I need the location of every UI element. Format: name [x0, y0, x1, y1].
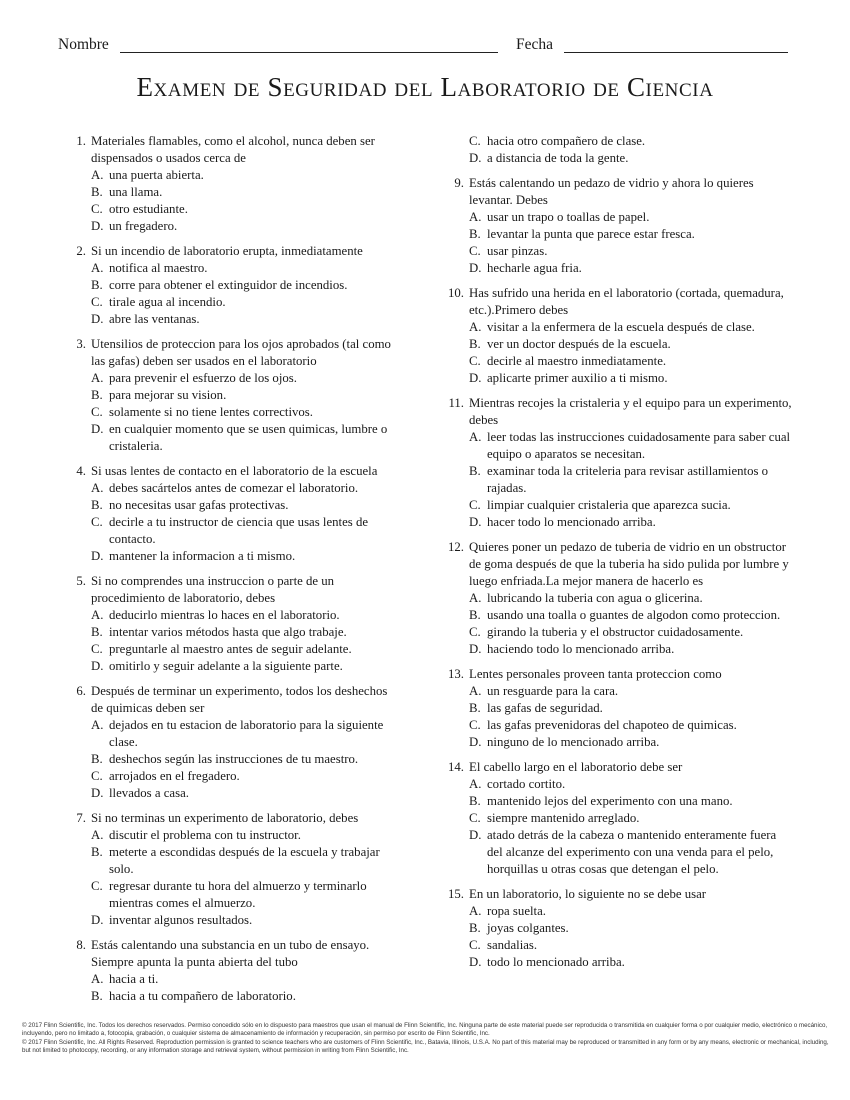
- answer-option[interactable]: [464, 463, 792, 497]
- answer-option[interactable]: [86, 514, 402, 548]
- footer-copyright-spanish: © 2017 Flinn Scientific, Inc. Todos los derechos reservados. Permiso concedido sólo en lo dispuesto para maestros que usan el manual de Flinn Scientific, Inc. Ninguna parte de este material puede ser reproducida o transmitida en cualquier forma o por cualquier medio, electrónico o mecánico, incluyendo, pero no limitado a, fotocopia, grabación, o cualquier sistema de almacenamiento de información y recuperación, sin permiso por escrito de Flinn Scientific, Inc.: [22, 1022, 828, 1037]
- answer-option[interactable]: [464, 336, 792, 353]
- question-number: 11.: [448, 396, 464, 410]
- question-text: El cabello largo en el laboratorio debe ser: [469, 760, 683, 774]
- question-7: [62, 810, 402, 929]
- answer-option[interactable]: [464, 810, 792, 827]
- answer-option[interactable]: [464, 243, 792, 260]
- option-letter: C.: [91, 202, 103, 216]
- option-text: ropa suelta.: [487, 904, 546, 918]
- option-text: inventar algunos resultados.: [109, 913, 253, 927]
- answer-option[interactable]: [86, 167, 402, 184]
- question-8: [62, 937, 402, 1005]
- option-text: decirle al maestro inmediatamente.: [487, 354, 667, 368]
- option-letter: B.: [91, 388, 103, 402]
- option-text: mantener la informacion a ti mismo.: [109, 549, 296, 563]
- option-letter: A.: [469, 210, 482, 224]
- option-letter: A.: [91, 718, 104, 732]
- option-letter: A.: [91, 371, 104, 385]
- question-9: [440, 175, 792, 277]
- option-text: intentar varios métodos hasta que algo trabaje.: [109, 625, 347, 639]
- answer-option[interactable]: [464, 514, 792, 531]
- answer-option[interactable]: [86, 988, 402, 1005]
- question-number: 7.: [76, 811, 86, 825]
- left-column: [62, 133, 402, 1013]
- question-number: 1.: [76, 134, 86, 148]
- option-letter: D.: [91, 659, 104, 673]
- option-text: dejados en tu estacion de laboratorio para la siguiente clase.: [109, 718, 384, 749]
- option-text: hacer todo lo mencionado arriba.: [487, 515, 656, 529]
- option-letter: B.: [469, 337, 481, 351]
- question-number: 13.: [448, 667, 464, 681]
- answer-option[interactable]: [464, 260, 792, 277]
- question-2: [62, 243, 402, 328]
- answer-option[interactable]: [86, 607, 402, 624]
- option-text: solamente si no tiene lentes correctivos.: [109, 405, 313, 419]
- option-text: siempre mantenido arreglado.: [487, 811, 640, 825]
- option-text: levantar la punta que parece estar fresca.: [487, 227, 695, 241]
- answer-option[interactable]: [464, 624, 792, 641]
- option-text: deshechos según las instrucciones de tu maestro.: [109, 752, 359, 766]
- option-text: sandalias.: [487, 938, 538, 952]
- question-text: Si no comprendes una instruccion o parte de un procedimiento de laboratorio, debes: [91, 574, 335, 605]
- option-letter: A.: [91, 261, 104, 275]
- option-text: una puerta abierta.: [109, 168, 204, 182]
- option-text: un resguarde para la cara.: [487, 684, 619, 698]
- option-text: visitar a la enfermera de la escuela después de clase.: [487, 320, 755, 334]
- answer-option[interactable]: [86, 294, 402, 311]
- option-text: ver un doctor después de la escuela.: [487, 337, 671, 351]
- answer-option[interactable]: [86, 370, 402, 387]
- question-15: [440, 886, 792, 971]
- question-13: [440, 666, 792, 751]
- option-letter: A.: [469, 430, 482, 444]
- option-letter: A.: [91, 972, 104, 986]
- question-number: 8.: [76, 938, 86, 952]
- option-text: decirle a tu instructor de ciencia que usas lentes de contacto.: [109, 515, 369, 546]
- option-text: preguntarle al maestro antes de seguir adelante.: [109, 642, 352, 656]
- answer-option[interactable]: [464, 920, 792, 937]
- answer-option[interactable]: [464, 717, 792, 734]
- answer-option[interactable]: [86, 497, 402, 514]
- option-letter: C.: [91, 769, 103, 783]
- option-text: hacia a tu compañero de laboratorio.: [109, 989, 296, 1003]
- option-text: a distancia de toda la gente.: [487, 151, 629, 165]
- option-letter: B.: [91, 752, 103, 766]
- option-letter: A.: [91, 168, 104, 182]
- option-text: en cualquier momento que se usen quimicas, lumbre o cristaleria.: [109, 422, 388, 453]
- option-text: hacia otro compañero de clase.: [487, 134, 646, 148]
- question-4: [62, 463, 402, 565]
- option-letter: C.: [469, 811, 481, 825]
- option-letter: D.: [91, 913, 104, 927]
- option-text: cortado cortito.: [487, 777, 566, 791]
- option-letter: C.: [91, 405, 103, 419]
- question-number: 12.: [448, 540, 464, 554]
- option-text: omitirlo y seguir adelante a la siguiente parte.: [109, 659, 343, 673]
- option-text: llevados a casa.: [109, 786, 189, 800]
- answer-option[interactable]: [464, 226, 792, 243]
- question-number: 6.: [76, 684, 86, 698]
- option-text: arrojados en el fregadero.: [109, 769, 240, 783]
- option-letter: B.: [469, 608, 481, 622]
- option-letter: A.: [469, 591, 482, 605]
- option-letter: B.: [469, 921, 481, 935]
- option-letter: D.: [91, 219, 104, 233]
- option-letter: A.: [469, 684, 482, 698]
- option-text: meterte a escondidas después de la escuela y trabajar solo.: [109, 845, 380, 876]
- option-letter: B.: [91, 278, 103, 292]
- question-8: [440, 133, 792, 167]
- answer-option[interactable]: [86, 751, 402, 768]
- option-letter: C.: [91, 879, 103, 893]
- option-text: notifica al maestro.: [109, 261, 208, 275]
- option-letter: B.: [91, 498, 103, 512]
- answer-option[interactable]: [86, 277, 402, 294]
- question-text: Después de terminar un experimento, todos los deshechos de quimicas deben ser: [91, 684, 388, 715]
- answer-option[interactable]: [464, 429, 792, 463]
- footer-copyright-english: © 2017 Flinn Scientific, Inc. All Rights Reserved. Reproduction permission is granted to science teachers who are customers of Flinn Scientific, Inc., Batavia, Illinois, U.S.A. No part of this material may be reproduced or transmitted in any form or by any means, electronic or mechanical, including, but not limited to photocopy, recording, or any information storage and retrieval system, without permission in writing from Flinn Scientific, Inc.: [22, 1039, 829, 1054]
- option-text: deducirlo mientras lo haces en el laboratorio.: [109, 608, 340, 622]
- question-text: Quieres poner un pedazo de tuberia de vidrio en un obstructor de goma después de que la tuberia ha sido pulida por lumbre y luego enfriada.La mejor manera de hacerlo es: [469, 540, 789, 588]
- option-text: debes sacártelos antes de comezar el laboratorio.: [109, 481, 359, 495]
- question-text: En un laboratorio, lo siguiente no se debe usar: [469, 887, 707, 901]
- option-letter: A.: [469, 904, 482, 918]
- option-text: otro estudiante.: [109, 202, 188, 216]
- question-text: Si un incendio de laboratorio erupta, inmediatamente: [91, 244, 363, 258]
- option-letter: D.: [469, 735, 482, 749]
- option-letter: A.: [469, 777, 482, 791]
- answer-option[interactable]: [86, 844, 402, 878]
- option-letter: D.: [469, 642, 482, 656]
- option-text: para mejorar su vision.: [109, 388, 227, 402]
- option-text: un fregadero.: [109, 219, 178, 233]
- option-letter: D.: [469, 828, 482, 842]
- option-letter: C.: [469, 718, 481, 732]
- question-text: Si no terminas un experimento de laboratorio, debes: [91, 811, 359, 825]
- option-letter: A.: [91, 481, 104, 495]
- question-11: [440, 395, 792, 531]
- answer-option[interactable]: [464, 776, 792, 793]
- header: [58, 36, 798, 58]
- answer-option[interactable]: [464, 319, 792, 336]
- answer-option[interactable]: [464, 903, 792, 920]
- answer-option[interactable]: [464, 133, 792, 150]
- answer-option[interactable]: [86, 480, 402, 497]
- option-letter: A.: [91, 608, 104, 622]
- answer-option[interactable]: [86, 218, 402, 235]
- answer-option[interactable]: [464, 209, 792, 226]
- question-text: Lentes personales proveen tanta proteccion como: [469, 667, 722, 681]
- option-text: hecharle agua fria.: [487, 261, 582, 275]
- option-letter: D.: [91, 549, 104, 563]
- option-letter: D.: [469, 955, 482, 969]
- date-field-line[interactable]: [564, 52, 788, 53]
- answer-option[interactable]: [464, 954, 792, 971]
- answer-option[interactable]: [86, 421, 402, 455]
- option-letter: B.: [469, 701, 481, 715]
- answer-option[interactable]: [86, 260, 402, 277]
- answer-option[interactable]: [86, 184, 402, 201]
- answer-option[interactable]: [86, 404, 402, 421]
- name-label: Nombre: [58, 36, 109, 53]
- question-10: [440, 285, 792, 387]
- answer-option[interactable]: [86, 878, 402, 912]
- option-text: girando la tuberia y el obstructor cuidadosamente.: [487, 625, 744, 639]
- option-text: para prevenir el esfuerzo de los ojos.: [109, 371, 297, 385]
- question-number: 2.: [76, 244, 86, 258]
- option-text: atado detrás de la cabeza o mantenido enteramente fuera del alcanze del experimento con una venda para el pelo, horquillas u otras cosas que detengan el pelo.: [487, 828, 777, 876]
- answer-option[interactable]: [86, 641, 402, 658]
- option-text: usar pinzas.: [487, 244, 548, 258]
- option-text: joyas colgantes.: [487, 921, 569, 935]
- footer: [22, 1022, 832, 1056]
- answer-option[interactable]: [86, 717, 402, 751]
- question-text: Estás calentando un pedazo de vidrio y ahora lo quieres levantar. Debes: [469, 176, 754, 207]
- option-letter: D.: [91, 422, 104, 436]
- option-text: aplicarte primer auxilio a ti mismo.: [487, 371, 668, 385]
- option-letter: C.: [469, 625, 481, 639]
- option-letter: C.: [469, 938, 481, 952]
- name-field-line[interactable]: [120, 52, 498, 53]
- question-number: 4.: [76, 464, 86, 478]
- answer-option[interactable]: [86, 387, 402, 404]
- answer-option[interactable]: [464, 700, 792, 717]
- question-text: Utensilios de proteccion para los ojos aprobados (tal como las gafas) deben ser usados en el laboratorio: [91, 337, 391, 368]
- question-text: Materiales flamables, como el alcohol, nunca deben ser dispensados o usados cerca de: [91, 134, 375, 165]
- option-letter: B.: [469, 227, 481, 241]
- answer-option[interactable]: [464, 353, 792, 370]
- option-text: limpiar cualquier cristaleria que aparezca sucia.: [487, 498, 731, 512]
- answer-option[interactable]: [86, 768, 402, 785]
- answer-option[interactable]: [86, 201, 402, 218]
- option-letter: D.: [469, 151, 482, 165]
- option-text: leer todas las instrucciones cuidadosamente para saber cual equipo o aparatos se necesitan.: [487, 430, 791, 461]
- question-text: Estás calentando una substancia en un tubo de ensayo. Siempre apunta la punta abierta del tubo: [91, 938, 370, 969]
- option-letter: C.: [469, 134, 481, 148]
- answer-option[interactable]: [464, 827, 792, 878]
- option-letter: C.: [91, 295, 103, 309]
- answer-option[interactable]: [86, 971, 402, 988]
- answer-option[interactable]: [464, 937, 792, 954]
- option-text: discutir el problema con tu instructor.: [109, 828, 301, 842]
- option-letter: B.: [91, 625, 103, 639]
- question-3: [62, 336, 402, 455]
- option-letter: B.: [91, 989, 103, 1003]
- answer-option[interactable]: [464, 683, 792, 700]
- question-5: [62, 573, 402, 675]
- option-text: usando una toalla o guantes de algodon como proteccion.: [487, 608, 781, 622]
- option-text: mantenido lejos del experimento con una mano.: [487, 794, 733, 808]
- option-text: abre las ventanas.: [109, 312, 200, 326]
- answer-option[interactable]: [464, 641, 792, 658]
- option-letter: A.: [469, 320, 482, 334]
- question-text: Mientras recojes la cristaleria y el equipo para un experimento, debes: [469, 396, 792, 427]
- question-number: 15.: [448, 887, 464, 901]
- option-text: regresar durante tu hora del almuerzo y terminarlo mientras comes el almuerzo.: [109, 879, 367, 910]
- option-text: las gafas de seguridad.: [487, 701, 603, 715]
- option-text: todo lo mencionado arriba.: [487, 955, 625, 969]
- answer-option[interactable]: [86, 548, 402, 565]
- question-number: 14.: [448, 760, 464, 774]
- option-text: usar un trapo o toallas de papel.: [487, 210, 650, 224]
- answer-option[interactable]: [464, 370, 792, 387]
- option-letter: C.: [469, 498, 481, 512]
- question-14: [440, 759, 792, 878]
- answer-option[interactable]: [464, 793, 792, 810]
- option-letter: C.: [469, 244, 481, 258]
- answer-option[interactable]: [464, 150, 792, 167]
- option-text: lubricando la tuberia con agua o glicerina.: [487, 591, 703, 605]
- answer-option[interactable]: [464, 590, 792, 607]
- option-text: hacia a ti.: [109, 972, 159, 986]
- option-letter: D.: [469, 371, 482, 385]
- option-letter: D.: [91, 786, 104, 800]
- question-6: [62, 683, 402, 802]
- option-text: ninguno de lo mencionado arriba.: [487, 735, 660, 749]
- option-text: las gafas prevenidoras del chapoteo de quimicas.: [487, 718, 737, 732]
- question-12: [440, 539, 792, 658]
- question-number: 3.: [76, 337, 86, 351]
- option-letter: A.: [91, 828, 104, 842]
- question-text: Si usas lentes de contacto en el laboratorio de la escuela: [91, 464, 378, 478]
- answer-option[interactable]: [86, 311, 402, 328]
- answer-option[interactable]: [464, 734, 792, 751]
- answer-option[interactable]: [86, 912, 402, 929]
- date-label: Fecha: [516, 36, 554, 53]
- option-letter: B.: [91, 845, 103, 859]
- option-text: tirale agua al incendio.: [109, 295, 226, 309]
- option-letter: D.: [91, 312, 104, 326]
- question-text: Has sufrido una herida en el laboratorio (cortada, quemadura, etc.).Primero debes: [469, 286, 784, 317]
- option-text: haciendo todo lo mencionado arriba.: [487, 642, 675, 656]
- option-letter: B.: [469, 794, 481, 808]
- answer-option[interactable]: [86, 827, 402, 844]
- answer-option[interactable]: [86, 658, 402, 675]
- right-column: [440, 133, 792, 979]
- question-number: 10.: [448, 286, 464, 300]
- option-letter: B.: [469, 464, 481, 478]
- question-number: 5.: [76, 574, 86, 588]
- option-letter: D.: [469, 261, 482, 275]
- option-letter: C.: [91, 515, 103, 529]
- option-text: examinar toda la criteleria para revisar astillamientos o rajadas.: [487, 464, 769, 495]
- option-text: no necesitas usar gafas protectivas.: [109, 498, 289, 512]
- question-1: [62, 133, 402, 235]
- answer-option[interactable]: [464, 497, 792, 514]
- option-text: corre para obtener el extinguidor de incendios.: [109, 278, 348, 292]
- page-title: Examen de Seguridad del Laboratorio de Ciencia: [136, 72, 714, 102]
- option-letter: C.: [91, 642, 103, 656]
- answer-option[interactable]: [86, 785, 402, 802]
- option-letter: B.: [91, 185, 103, 199]
- option-letter: D.: [469, 515, 482, 529]
- answer-option[interactable]: [464, 607, 792, 624]
- option-letter: C.: [469, 354, 481, 368]
- option-text: una llama.: [109, 185, 163, 199]
- answer-option[interactable]: [86, 624, 402, 641]
- question-number: 9.: [454, 176, 464, 190]
